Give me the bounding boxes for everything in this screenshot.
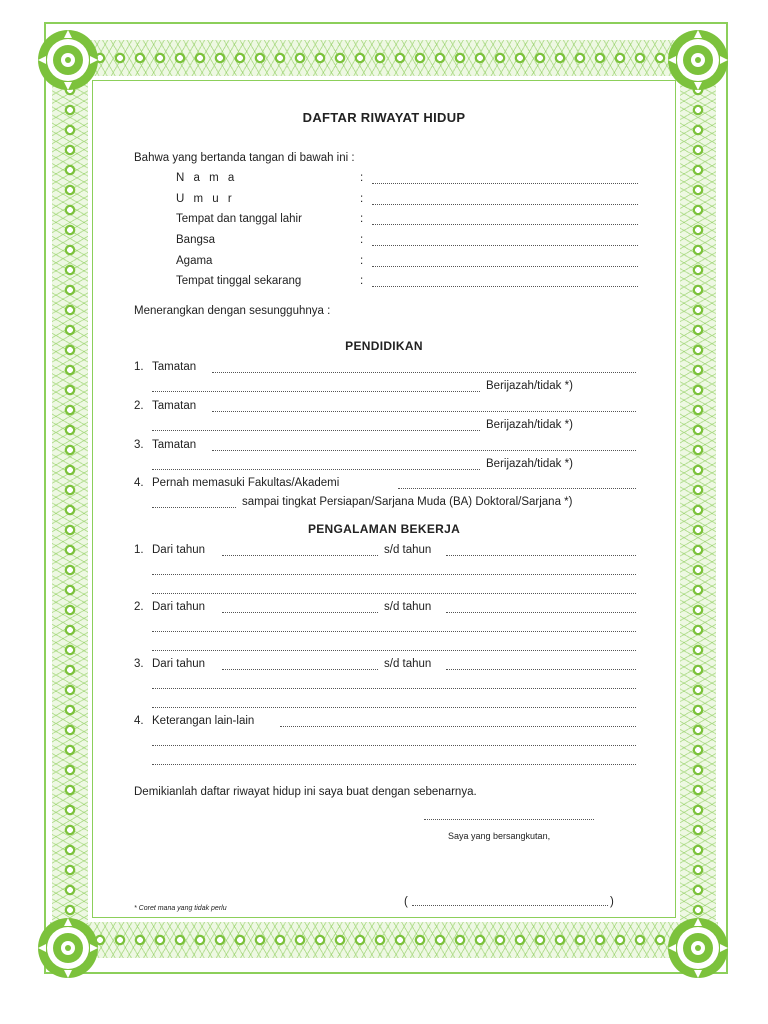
declare-text: Menerangkan dengan sesungguhnya : <box>134 305 331 317</box>
signature-caption: Saya yang bersangkutan, <box>448 831 551 841</box>
field-blank-agama[interactable] <box>372 265 638 267</box>
field-label-alamat: Tempat tinggal sekarang <box>176 275 302 287</box>
edu-blank[interactable] <box>212 449 636 451</box>
ornament-band-right <box>680 60 716 940</box>
edu-item-number: 2. <box>134 400 144 412</box>
intro-text: Bahwa yang bertanda tangan di bawah ini : <box>134 152 355 164</box>
work-blank[interactable] <box>222 554 378 556</box>
field-label-umur: U m u r <box>176 193 235 205</box>
edu-blank[interactable] <box>152 429 480 431</box>
work-blank[interactable] <box>152 763 636 765</box>
edu-blank[interactable] <box>152 390 480 392</box>
field-blank-umur[interactable] <box>372 203 638 205</box>
field-label-ttl: Tempat dan tanggal lahir <box>176 213 302 225</box>
work-blank[interactable] <box>280 725 636 727</box>
work-blank[interactable] <box>222 668 378 670</box>
work-blank[interactable] <box>446 668 636 670</box>
footnote: * Coret mana yang tidak perlu <box>134 905 227 912</box>
field-blank-alamat[interactable] <box>372 285 638 287</box>
field-label-nama: N a m a <box>176 172 238 184</box>
corner-ornament-icon <box>658 908 738 988</box>
corner-ornament-icon <box>28 908 108 988</box>
work-item-number: 2. <box>134 601 144 613</box>
page-title: DAFTAR RIWAYAT HIDUP <box>302 110 466 125</box>
edu-item-suffix: sampai tingkat Persiapan/Sarjana Muda (BA) Doktoral/Sarjana *) <box>242 496 573 508</box>
work-blank[interactable] <box>222 611 378 613</box>
field-colon: : <box>360 255 364 267</box>
work-item-mid: s/d tahun <box>384 544 432 556</box>
work-item-number: 3. <box>134 658 144 670</box>
signature-open-paren: ( <box>404 896 408 908</box>
field-colon: : <box>360 275 364 287</box>
field-blank-bangsa[interactable] <box>372 244 638 246</box>
corner-ornament-icon <box>28 20 108 100</box>
edu-item-label: Pernah memasuki Fakultas/Akademi <box>152 477 340 489</box>
work-item-label: Keterangan lain-lain <box>152 715 255 727</box>
work-item-label: Dari tahun <box>152 544 206 556</box>
edu-blank[interactable] <box>152 468 480 470</box>
work-blank[interactable] <box>152 649 636 651</box>
work-blank[interactable] <box>152 630 636 632</box>
edu-blank[interactable] <box>398 487 636 489</box>
edu-blank[interactable] <box>212 410 636 412</box>
field-label-bangsa: Bangsa <box>176 234 216 246</box>
edu-item-suffix: Berijazah/tidak *) <box>486 380 573 392</box>
field-colon: : <box>360 213 364 225</box>
edu-item-label: Tamatan <box>152 439 197 451</box>
edu-item-label: Tamatan <box>152 400 197 412</box>
edu-blank[interactable] <box>152 506 236 508</box>
closing-text: Demikianlah daftar riwayat hidup ini saya buat dengan sebenarnya. <box>134 786 477 798</box>
work-item-label: Dari tahun <box>152 658 206 670</box>
work-blank[interactable] <box>446 554 636 556</box>
field-label-agama: Agama <box>176 255 213 267</box>
edu-item-label: Tamatan <box>152 361 197 373</box>
field-blank-nama[interactable] <box>372 182 638 184</box>
work-blank[interactable] <box>152 573 636 575</box>
edu-item-number: 1. <box>134 361 144 373</box>
edu-blank[interactable] <box>212 371 636 373</box>
signature-name-blank[interactable] <box>412 904 608 906</box>
work-item-number: 4. <box>134 715 144 727</box>
ornament-band-left <box>52 60 88 940</box>
work-blank[interactable] <box>152 592 636 594</box>
signature-close-paren: ) <box>610 896 614 908</box>
edu-item-number: 3. <box>134 439 144 451</box>
work-blank[interactable] <box>446 611 636 613</box>
work-item-label: Dari tahun <box>152 601 206 613</box>
field-colon: : <box>360 193 364 205</box>
work-item-mid: s/d tahun <box>384 601 432 613</box>
work-blank[interactable] <box>152 687 636 689</box>
work-item-number: 1. <box>134 544 144 556</box>
work-heading: PENGALAMAN BEKERJA <box>307 522 461 536</box>
field-colon: : <box>360 172 364 184</box>
field-blank-ttl[interactable] <box>372 223 638 225</box>
field-colon: : <box>360 234 364 246</box>
ornament-band-bottom <box>50 922 718 958</box>
edu-item-suffix: Berijazah/tidak *) <box>486 458 573 470</box>
edu-item-suffix: Berijazah/tidak *) <box>486 419 573 431</box>
ornament-band-top <box>50 40 718 76</box>
corner-ornament-icon <box>658 20 738 100</box>
education-heading: PENDIDIKAN <box>345 339 423 353</box>
work-blank[interactable] <box>152 744 636 746</box>
work-item-mid: s/d tahun <box>384 658 432 670</box>
signature-date-blank[interactable] <box>424 818 594 820</box>
work-blank[interactable] <box>152 706 636 708</box>
edu-item-number: 4. <box>134 477 144 489</box>
